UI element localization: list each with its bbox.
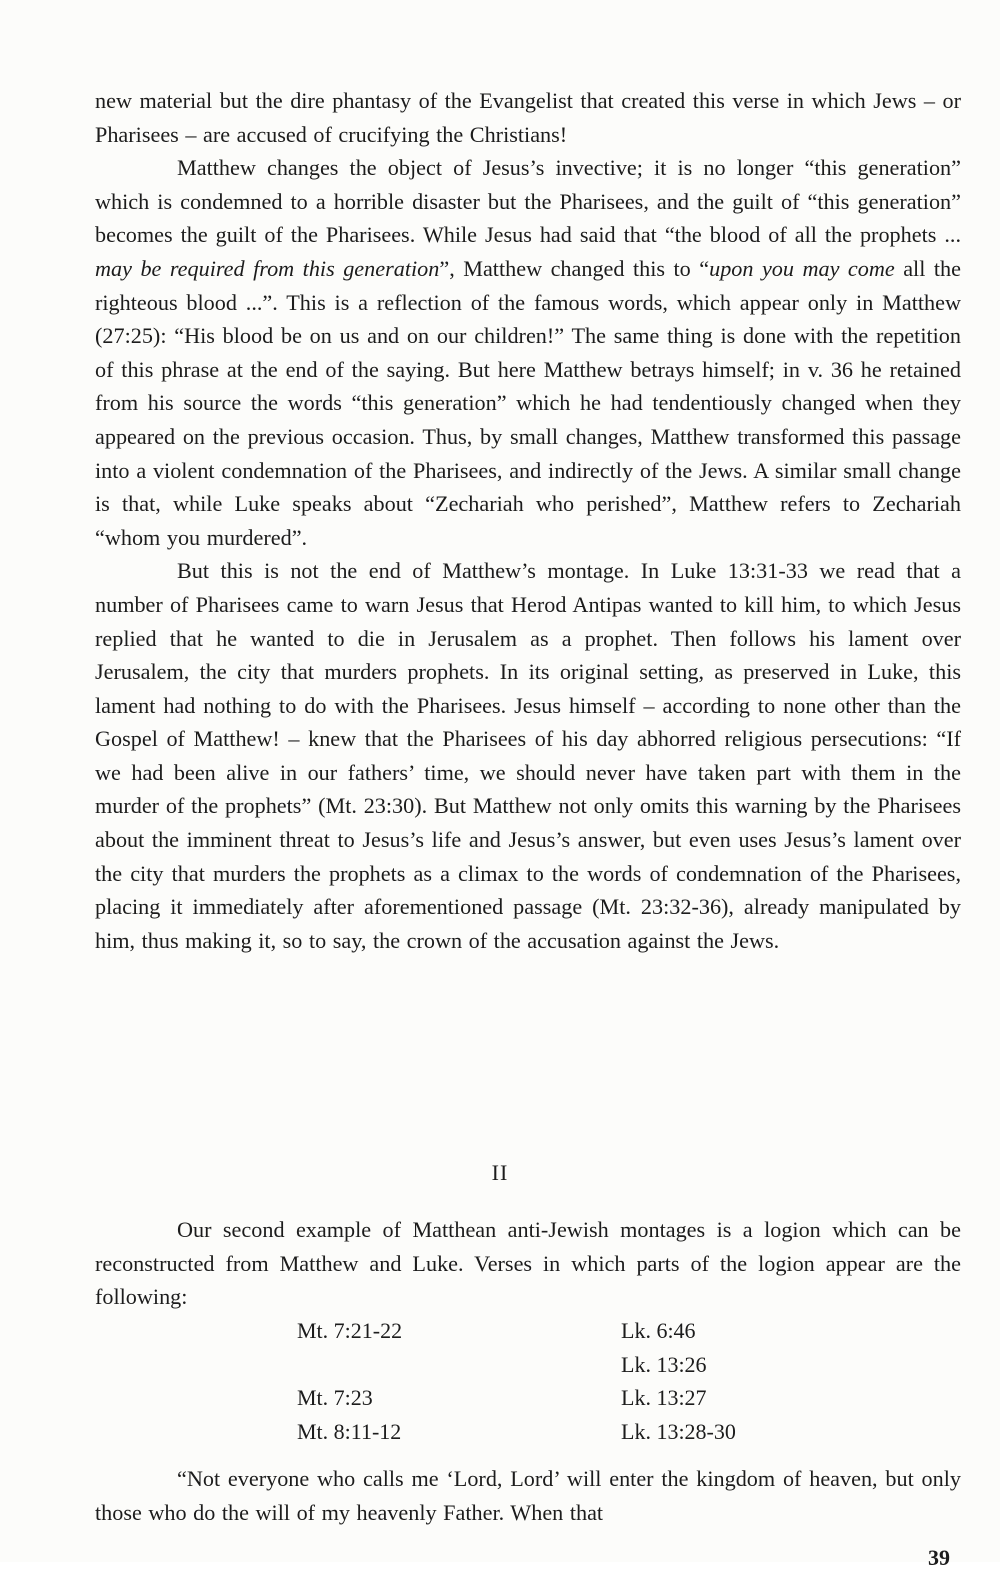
reference-row <box>0 1381 1000 1415</box>
paragraph-montage: But this is not the end of Matthew’s montage. In Luke 13:31-33 we read that a number of Pharisees came to warn Jesus that Herod Antipas wanted to kill him, to which Jesus replied that he wanted to die in Jerusalem as a prophet. Then follows his lament over Jerusalem, the city that murders prophets. In its original setting, as preserved in Luke, this lament had nothing to do with the Pharisees. Jesus himself – according to none other than the Gospel of Matthew! – knew that the Pharisees of his day abhorred religious persecutions: “If we had been alive in our fathers’ time, we should never have taken part with them in the murder of the prophets” (Mt. 23:30). But Matthew not only omits this warning by the Pharisees about the imminent threat to Jesus’s life and Jesus’s answer, but even uses Jesus’s lament over the city that murders the prophets as a climax to the words of condemnation of the Pharisees, placing it immediately after aforementioned passage (Mt. 23:32-36), already manipulated by him, thus making it, so to say, the crown of the accusation against the Jews. <box>95 558 961 953</box>
italic-quote-upon-you: upon you may come <box>709 255 895 281</box>
reference-row <box>0 1314 1000 1348</box>
luke-reference: Lk. 13:27 <box>621 1385 707 1410</box>
matthew-reference: Mt. 7:23 <box>297 1385 373 1410</box>
reference-row <box>0 1348 1000 1382</box>
luke-reference: Lk. 13:28-30 <box>621 1418 736 1444</box>
paragraph-quotation: “Not everyone who calls me ‘Lord, Lord’ will enter the kingdom of heaven, but only those who do the will of my heavenly Father. When that <box>95 1466 961 1525</box>
main-text-lower <box>95 1213 961 1314</box>
text-run: ”, Matthew changed this to “ <box>439 255 710 281</box>
matthew-reference: Mt. 7:21-22 <box>297 1318 403 1343</box>
luke-reference: Lk. 6:46 <box>621 1318 696 1343</box>
page-number: 39 <box>928 1545 950 1570</box>
italic-quote-required: may be required from this generation <box>95 255 440 281</box>
section-heading: II <box>491 1160 509 1185</box>
reference-row <box>0 1415 1000 1449</box>
text-run: Matthew changes the object of Jesus’s invective; it is no longer “this generation” which is condemned to a horrible disaster but the Pharisees, and the guilt of “this generation” becomes the guilt of the Pharisees. While Jesus had said that “the blood of all the prophets ... <box>95 155 961 248</box>
luke-reference: Lk. 13:26 <box>621 1351 707 1377</box>
paragraph-continuation: new material but the dire phantasy of the Evangelist that created this verse in which Jews – or Pharisees – are accused of crucifying the Christians! <box>95 88 961 147</box>
paragraph-second-example: Our second example of Matthean anti-Jewish montages is a logion which can be reconstructed from Matthew and Luke. Verses in which parts of the logion appear are the following: <box>95 1217 961 1310</box>
main-text-upper <box>95 84 961 957</box>
paragraph-matthew-changes <box>95 151 961 554</box>
text-run: all the righteous blood ...”. This is a reflection of the famous words, which appear only in Matthew (27:25): “His blood be on us and on our children!” The same thing is done with the repetition of this phrase at the end of the saying. But here Matthew betrays himself; in v. 36 he retained from his source the words “this generation” which he had tendentiously changed when they appeared on the previous occasion. Thus, by small changes, Matthew transformed this passage into a violent condemnation of the Pharisees, and indirectly of the Jews. A similar small change is that, while Luke speaks about “Zechariah who perished”, Matthew refers to Zechariah “whom you murdered”. <box>95 255 961 550</box>
verse-references-table <box>0 1314 1000 1448</box>
matthew-reference: Mt. 8:11-12 <box>297 1418 402 1444</box>
main-text-final <box>95 1462 961 1529</box>
